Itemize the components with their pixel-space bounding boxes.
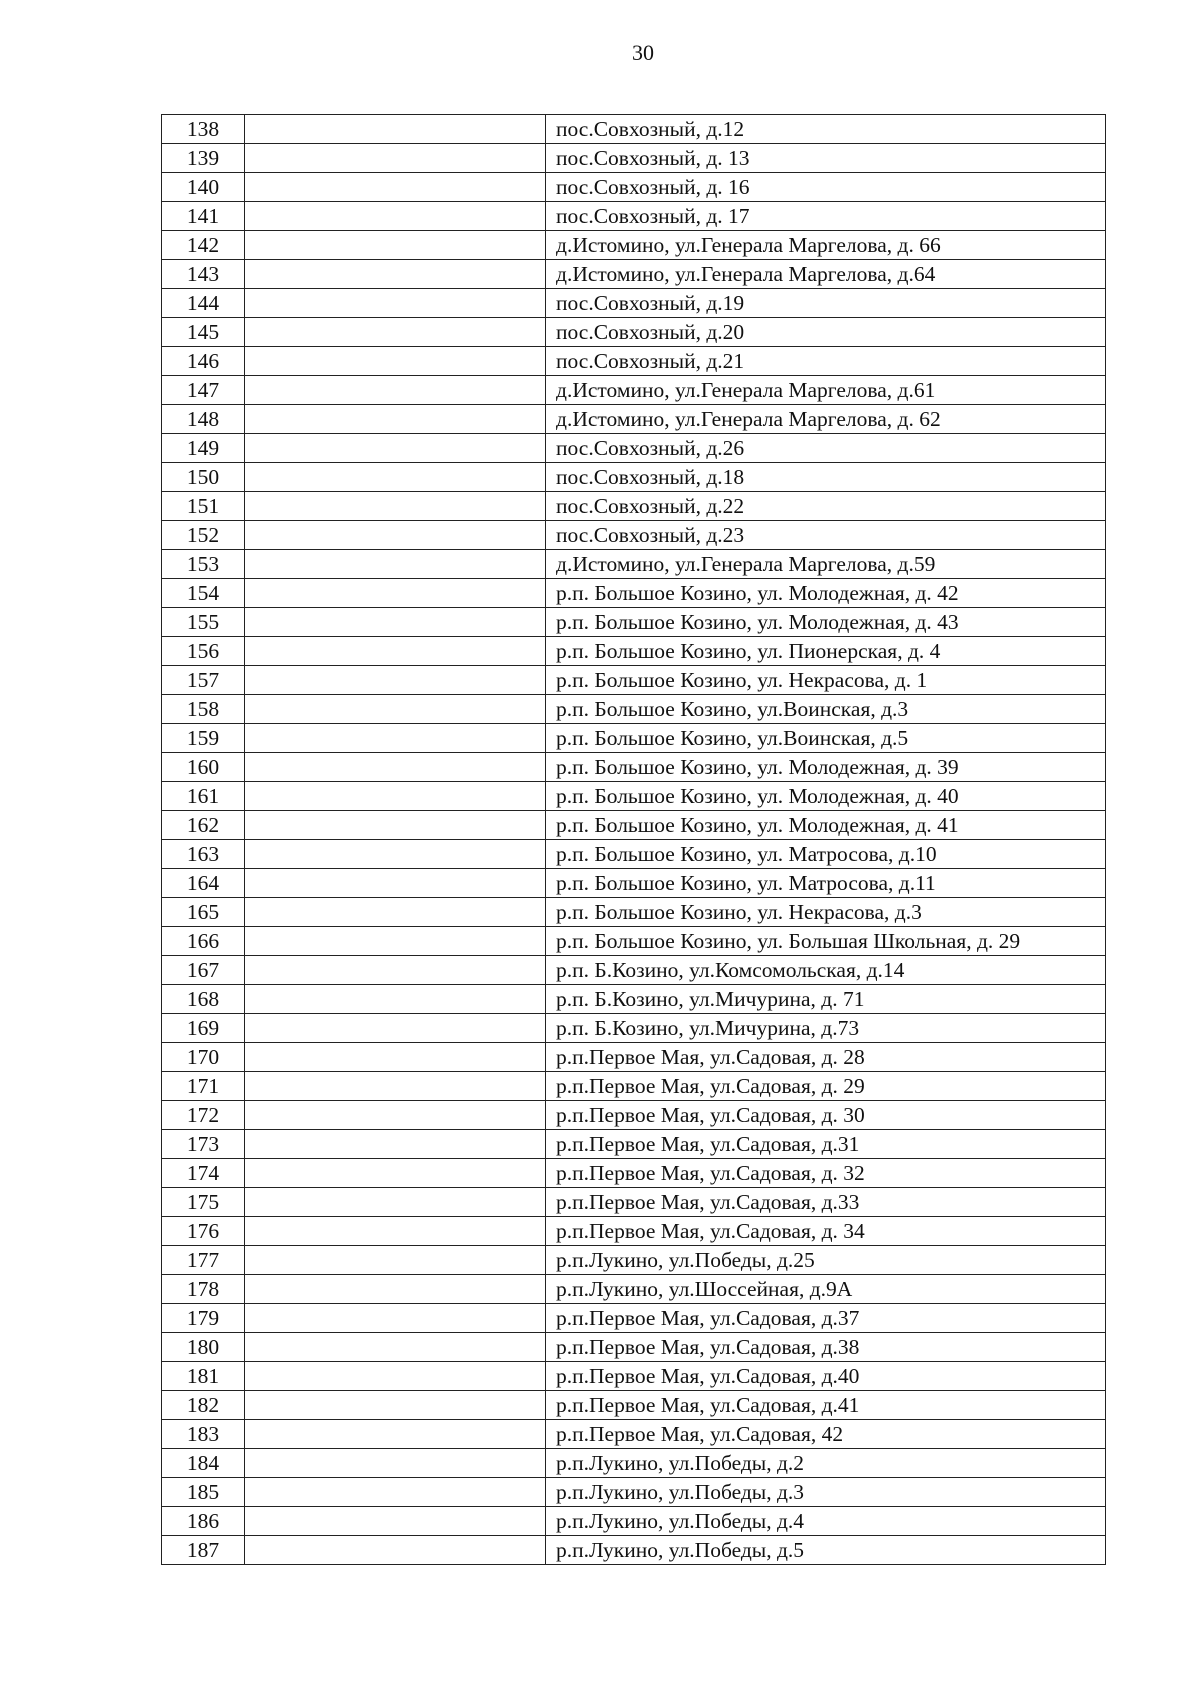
owner-cell (245, 289, 546, 318)
row-number-cell: 184 (162, 1449, 245, 1478)
owner-cell (245, 927, 546, 956)
address-table-body (162, 115, 1106, 1565)
owner-cell (245, 1072, 546, 1101)
table-row (162, 434, 1106, 463)
table-row (162, 1159, 1106, 1188)
address-cell: р.п. Большое Козино, ул.Воинская, д.3 (546, 695, 1106, 724)
address-cell: р.п. Большое Козино, ул. Молодежная, д. 42 (546, 579, 1106, 608)
row-number-cell: 163 (162, 840, 245, 869)
table-row (162, 811, 1106, 840)
row-number-cell: 179 (162, 1304, 245, 1333)
table-row (162, 1072, 1106, 1101)
owner-cell (245, 318, 546, 347)
owner-cell (245, 347, 546, 376)
address-cell: пос.Совхозный, д.12 (546, 115, 1106, 144)
address-cell: р.п.Лукино, ул.Победы, д.5 (546, 1536, 1106, 1565)
table-row (162, 173, 1106, 202)
row-number-cell: 174 (162, 1159, 245, 1188)
address-cell: р.п. Большое Козино, ул. Молодежная, д. 41 (546, 811, 1106, 840)
row-number-cell: 169 (162, 1014, 245, 1043)
address-cell: р.п. Большое Козино, ул. Большая Школьная, д. 29 (546, 927, 1106, 956)
owner-cell (245, 1217, 546, 1246)
row-number-cell: 154 (162, 579, 245, 608)
row-number-cell: 185 (162, 1478, 245, 1507)
address-cell: р.п.Первое Мая, ул.Садовая, 42 (546, 1420, 1106, 1449)
address-cell: р.п. Большое Козино, ул. Молодежная, д. 43 (546, 608, 1106, 637)
row-number-cell: 145 (162, 318, 245, 347)
row-number-cell: 149 (162, 434, 245, 463)
address-cell: д.Истомино, ул.Генерала Маргелова, д.64 (546, 260, 1106, 289)
address-cell: пос.Совхозный, д.22 (546, 492, 1106, 521)
address-cell: р.п. Б.Козино, ул.Мичурина, д.73 (546, 1014, 1106, 1043)
row-number-cell: 171 (162, 1072, 245, 1101)
address-cell: р.п. Большое Козино, ул. Матросова, д.10 (546, 840, 1106, 869)
owner-cell (245, 1101, 546, 1130)
address-cell: д.Истомино, ул.Генерала Маргелова, д. 66 (546, 231, 1106, 260)
table-row (162, 1507, 1106, 1536)
owner-cell (245, 1420, 546, 1449)
row-number-cell: 168 (162, 985, 245, 1014)
address-cell: пос.Совхозный, д.19 (546, 289, 1106, 318)
owner-cell (245, 144, 546, 173)
table-row (162, 1333, 1106, 1362)
owner-cell (245, 260, 546, 289)
row-number-cell: 141 (162, 202, 245, 231)
owner-cell (245, 1507, 546, 1536)
address-cell: р.п.Первое Мая, ул.Садовая, д.40 (546, 1362, 1106, 1391)
owner-cell (245, 753, 546, 782)
row-number-cell: 153 (162, 550, 245, 579)
table-row (162, 1391, 1106, 1420)
row-number-cell: 158 (162, 695, 245, 724)
address-cell: пос.Совхозный, д.21 (546, 347, 1106, 376)
table-row (162, 521, 1106, 550)
table-row (162, 1014, 1106, 1043)
row-number-cell: 159 (162, 724, 245, 753)
table-row (162, 289, 1106, 318)
row-number-cell: 151 (162, 492, 245, 521)
row-number-cell: 164 (162, 869, 245, 898)
owner-cell (245, 985, 546, 1014)
table-row (162, 347, 1106, 376)
row-number-cell: 173 (162, 1130, 245, 1159)
address-cell: р.п.Первое Мая, ул.Садовая, д.31 (546, 1130, 1106, 1159)
owner-cell (245, 463, 546, 492)
row-number-cell: 175 (162, 1188, 245, 1217)
table-row (162, 376, 1106, 405)
row-number-cell: 155 (162, 608, 245, 637)
table-row (162, 405, 1106, 434)
row-number-cell: 178 (162, 1275, 245, 1304)
owner-cell (245, 1391, 546, 1420)
owner-cell (245, 637, 546, 666)
row-number-cell: 165 (162, 898, 245, 927)
owner-cell (245, 115, 546, 144)
address-cell: пос.Совхозный, д.18 (546, 463, 1106, 492)
row-number-cell: 172 (162, 1101, 245, 1130)
owner-cell (245, 1536, 546, 1565)
row-number-cell: 177 (162, 1246, 245, 1275)
owner-cell (245, 1478, 546, 1507)
table-row (162, 1362, 1106, 1391)
row-number-cell: 138 (162, 115, 245, 144)
address-cell: р.п.Первое Мая, ул.Садовая, д. 28 (546, 1043, 1106, 1072)
owner-cell (245, 521, 546, 550)
address-cell: р.п. Большое Козино, ул. Пионерская, д. 4 (546, 637, 1106, 666)
owner-cell (245, 695, 546, 724)
address-cell: р.п. Б.Козино, ул.Комсомольская, д.14 (546, 956, 1106, 985)
address-cell: пос.Совхозный, д.26 (546, 434, 1106, 463)
owner-cell (245, 1362, 546, 1391)
owner-cell (245, 492, 546, 521)
address-cell: р.п.Первое Мая, ул.Садовая, д.33 (546, 1188, 1106, 1217)
owner-cell (245, 434, 546, 463)
row-number-cell: 161 (162, 782, 245, 811)
address-table-wrapper (161, 114, 1105, 1565)
owner-cell (245, 1333, 546, 1362)
table-row (162, 144, 1106, 173)
owner-cell (245, 666, 546, 695)
row-number-cell: 187 (162, 1536, 245, 1565)
address-cell: д.Истомино, ул.Генерала Маргелова, д. 62 (546, 405, 1106, 434)
table-row (162, 782, 1106, 811)
owner-cell (245, 579, 546, 608)
row-number-cell: 156 (162, 637, 245, 666)
table-row (162, 1188, 1106, 1217)
owner-cell (245, 608, 546, 637)
table-row (162, 1043, 1106, 1072)
owner-cell (245, 550, 546, 579)
row-number-cell: 167 (162, 956, 245, 985)
address-cell: р.п. Большое Козино, ул. Матросова, д.11 (546, 869, 1106, 898)
row-number-cell: 186 (162, 1507, 245, 1536)
row-number-cell: 139 (162, 144, 245, 173)
table-row (162, 695, 1106, 724)
address-cell: р.п.Лукино, ул.Победы, д.4 (546, 1507, 1106, 1536)
row-number-cell: 152 (162, 521, 245, 550)
row-number-cell: 157 (162, 666, 245, 695)
address-cell: р.п. Большое Козино, ул. Некрасова, д. 1 (546, 666, 1106, 695)
row-number-cell: 170 (162, 1043, 245, 1072)
table-row (162, 898, 1106, 927)
owner-cell (245, 1014, 546, 1043)
table-row (162, 927, 1106, 956)
page-number: 30 (632, 40, 654, 65)
table-row (162, 724, 1106, 753)
address-cell: пос.Совхозный, д. 13 (546, 144, 1106, 173)
owner-cell (245, 1043, 546, 1072)
address-cell: р.п. Б.Козино, ул.Мичурина, д. 71 (546, 985, 1106, 1014)
address-cell: р.п.Лукино, ул.Победы, д.25 (546, 1246, 1106, 1275)
table-row (162, 318, 1106, 347)
table-row (162, 1536, 1106, 1565)
owner-cell (245, 1130, 546, 1159)
table-row (162, 579, 1106, 608)
owner-cell (245, 231, 546, 260)
address-cell: р.п. Большое Козино, ул. Молодежная, д. 40 (546, 782, 1106, 811)
address-cell: р.п. Большое Козино, ул.Воинская, д.5 (546, 724, 1106, 753)
row-number-cell: 181 (162, 1362, 245, 1391)
address-cell: д.Истомино, ул.Генерала Маргелова, д.61 (546, 376, 1106, 405)
row-number-cell: 180 (162, 1333, 245, 1362)
table-row (162, 1449, 1106, 1478)
owner-cell (245, 405, 546, 434)
table-row (162, 666, 1106, 695)
address-cell: пос.Совхозный, д.20 (546, 318, 1106, 347)
owner-cell (245, 840, 546, 869)
row-number-cell: 182 (162, 1391, 245, 1420)
table-row (162, 1130, 1106, 1159)
address-cell: пос.Совхозный, д.23 (546, 521, 1106, 550)
row-number-cell: 140 (162, 173, 245, 202)
row-number-cell: 142 (162, 231, 245, 260)
table-row (162, 492, 1106, 521)
row-number-cell: 143 (162, 260, 245, 289)
address-cell: р.п. Большое Козино, ул. Некрасова, д.3 (546, 898, 1106, 927)
table-row (162, 1478, 1106, 1507)
address-cell: д.Истомино, ул.Генерала Маргелова, д.59 (546, 550, 1106, 579)
table-row (162, 1420, 1106, 1449)
row-number-cell: 160 (162, 753, 245, 782)
owner-cell (245, 376, 546, 405)
table-row (162, 1246, 1106, 1275)
owner-cell (245, 1159, 546, 1188)
table-row (162, 231, 1106, 260)
row-number-cell: 183 (162, 1420, 245, 1449)
owner-cell (245, 956, 546, 985)
table-row (162, 637, 1106, 666)
table-row (162, 550, 1106, 579)
row-number-cell: 176 (162, 1217, 245, 1246)
owner-cell (245, 898, 546, 927)
address-cell: пос.Совхозный, д. 16 (546, 173, 1106, 202)
table-row (162, 463, 1106, 492)
owner-cell (245, 1304, 546, 1333)
row-number-cell: 150 (162, 463, 245, 492)
address-cell: р.п.Первое Мая, ул.Садовая, д.41 (546, 1391, 1106, 1420)
owner-cell (245, 1275, 546, 1304)
row-number-cell: 147 (162, 376, 245, 405)
address-cell: р.п.Первое Мая, ул.Садовая, д. 30 (546, 1101, 1106, 1130)
table-row (162, 1275, 1106, 1304)
address-cell: р.п.Лукино, ул.Победы, д.2 (546, 1449, 1106, 1478)
row-number-cell: 144 (162, 289, 245, 318)
owner-cell (245, 1246, 546, 1275)
table-row (162, 840, 1106, 869)
row-number-cell: 146 (162, 347, 245, 376)
table-row (162, 869, 1106, 898)
address-cell: р.п.Первое Мая, ул.Садовая, д. 32 (546, 1159, 1106, 1188)
address-table (161, 114, 1106, 1565)
address-cell: р.п.Первое Мая, ул.Садовая, д.38 (546, 1333, 1106, 1362)
address-cell: пос.Совхозный, д. 17 (546, 202, 1106, 231)
owner-cell (245, 1188, 546, 1217)
owner-cell (245, 202, 546, 231)
table-row (162, 753, 1106, 782)
address-cell: р.п.Первое Мая, ул.Садовая, д.37 (546, 1304, 1106, 1333)
owner-cell (245, 173, 546, 202)
table-row (162, 260, 1106, 289)
table-row (162, 1217, 1106, 1246)
owner-cell (245, 869, 546, 898)
owner-cell (245, 1449, 546, 1478)
row-number-cell: 162 (162, 811, 245, 840)
address-cell: р.п. Большое Козино, ул. Молодежная, д. 39 (546, 753, 1106, 782)
owner-cell (245, 782, 546, 811)
table-row (162, 956, 1106, 985)
row-number-cell: 148 (162, 405, 245, 434)
table-row (162, 202, 1106, 231)
row-number-cell: 166 (162, 927, 245, 956)
owner-cell (245, 724, 546, 753)
address-cell: р.п.Лукино, ул.Победы, д.3 (546, 1478, 1106, 1507)
table-row (162, 608, 1106, 637)
table-row (162, 1101, 1106, 1130)
table-row (162, 115, 1106, 144)
address-cell: р.п.Первое Мая, ул.Садовая, д. 34 (546, 1217, 1106, 1246)
owner-cell (245, 811, 546, 840)
table-row (162, 1304, 1106, 1333)
table-row (162, 985, 1106, 1014)
address-cell: р.п.Первое Мая, ул.Садовая, д. 29 (546, 1072, 1106, 1101)
address-cell: р.п.Лукино, ул.Шоссейная, д.9А (546, 1275, 1106, 1304)
